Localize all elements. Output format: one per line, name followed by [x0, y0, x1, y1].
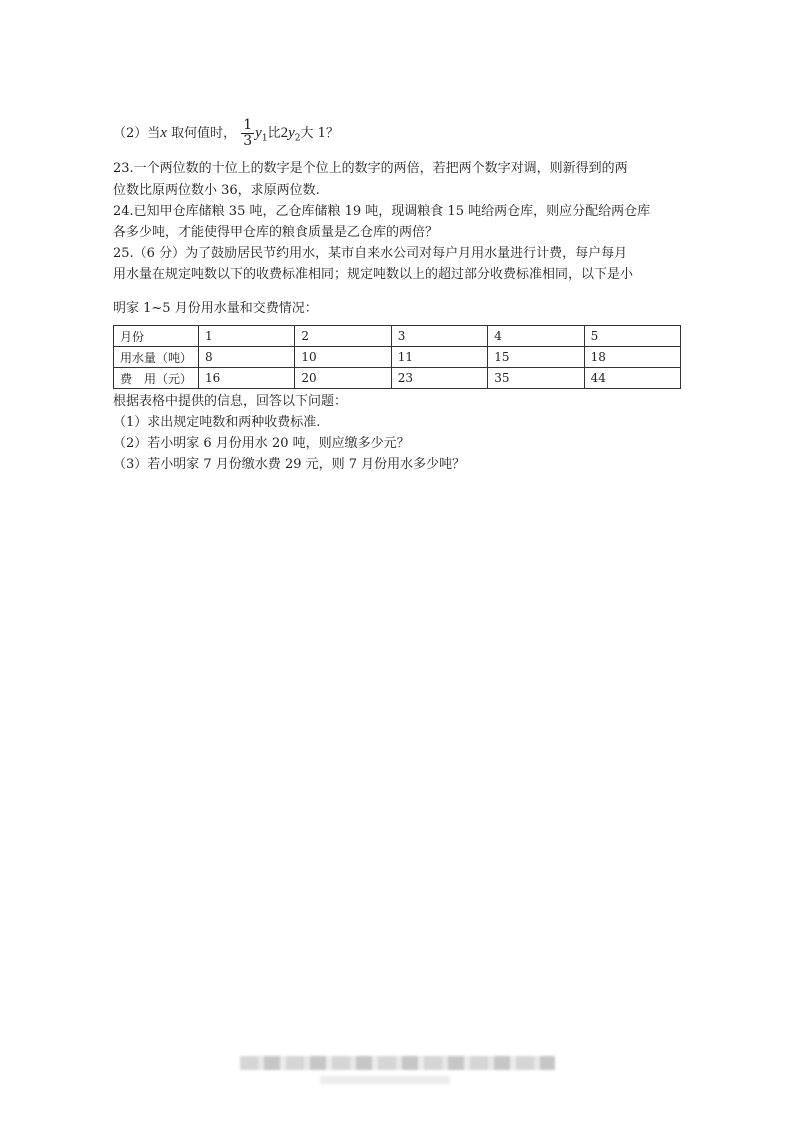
table-cell: 3: [391, 326, 487, 347]
table-cell: 用水量（吨）: [114, 347, 199, 368]
fraction-denominator: 3: [243, 133, 253, 149]
q25-sub2: （2）若小明家 6 月份用水 20 吨，则应缴多少元？: [113, 436, 410, 451]
q22-prefix: （2）当: [113, 126, 161, 141]
q23-line2: 位数比原两位数小 36，求原两位数.: [113, 183, 320, 198]
table-cell: 44: [584, 368, 680, 389]
q25-sub1: （1）求出规定吨数和两种收费标准.: [113, 415, 321, 430]
table-cell: 8: [199, 347, 295, 368]
table-cell: 2: [295, 326, 391, 347]
table-cell: 月份: [114, 326, 199, 347]
blurred-footer-watermark: [240, 1056, 555, 1070]
table-cell: 费 用（元）: [114, 368, 199, 389]
table-row-usage: [114, 347, 681, 368]
q25-after: 根据表格中提供的信息，回答以下问题：: [113, 394, 348, 409]
table-cell: 11: [391, 347, 487, 368]
table-row-month: [114, 326, 681, 347]
table-cell: 15: [488, 347, 584, 368]
q23-line1: 23.一个两位数的十位上的数字是个位上的数字的两倍，若把两个数字对调，则新得到的两: [113, 161, 628, 176]
table-cell: 20: [295, 368, 391, 389]
q25-sub3: （3）若小明家 7 月份缴水费 29 元，则 7 月份用水多少吨？: [113, 457, 466, 472]
q22-suffix: 大 1？: [300, 126, 339, 141]
q25-line1: 25.（6 分）为了鼓励居民节约用水，某市自来水公司对每户月用水量进行计费，每户每月: [113, 246, 628, 261]
q22-part2: [113, 118, 339, 150]
blurred-footer-watermark-small: [320, 1076, 450, 1084]
coef-2: 2: [280, 125, 289, 141]
table-cell: 23: [391, 368, 487, 389]
table-cell: 18: [584, 347, 680, 368]
q22-mid2: 比: [267, 126, 281, 141]
var-y2: y: [288, 125, 295, 141]
var-y1: y: [255, 125, 262, 141]
q25-line3: 明家 1~5 月份用水量和交费情况：: [113, 301, 318, 316]
table-row-cost: [114, 368, 681, 389]
q24-line2: 各多少吨，才能使得甲仓库的粮食质量是乙仓库的两倍？: [113, 225, 439, 240]
table-cell: 5: [584, 326, 680, 347]
subscript-2: 2: [294, 133, 301, 144]
table-cell: 4: [488, 326, 584, 347]
table-cell: 35: [488, 368, 584, 389]
q24-line1: 24.已知甲仓库储粮 35 吨，乙仓库储粮 19 吨，现调粮食 15 吨给两仓库，则应分配给两仓库: [113, 204, 651, 219]
q25-line2: 用水量在规定吨数以下的收费标准相同；规定吨数以上的超过部分收费标准相同，以下是小: [113, 267, 634, 282]
fraction-one-third: [241, 118, 254, 149]
subscript-1: 1: [261, 133, 268, 144]
water-usage-table: [113, 325, 681, 389]
var-x: x: [160, 125, 167, 141]
table-cell: 1: [199, 326, 295, 347]
q22-mid1: 取何值时，: [166, 126, 237, 141]
table-cell: 10: [295, 347, 391, 368]
table-cell: 16: [199, 368, 295, 389]
fraction-numerator: 1: [243, 117, 253, 133]
